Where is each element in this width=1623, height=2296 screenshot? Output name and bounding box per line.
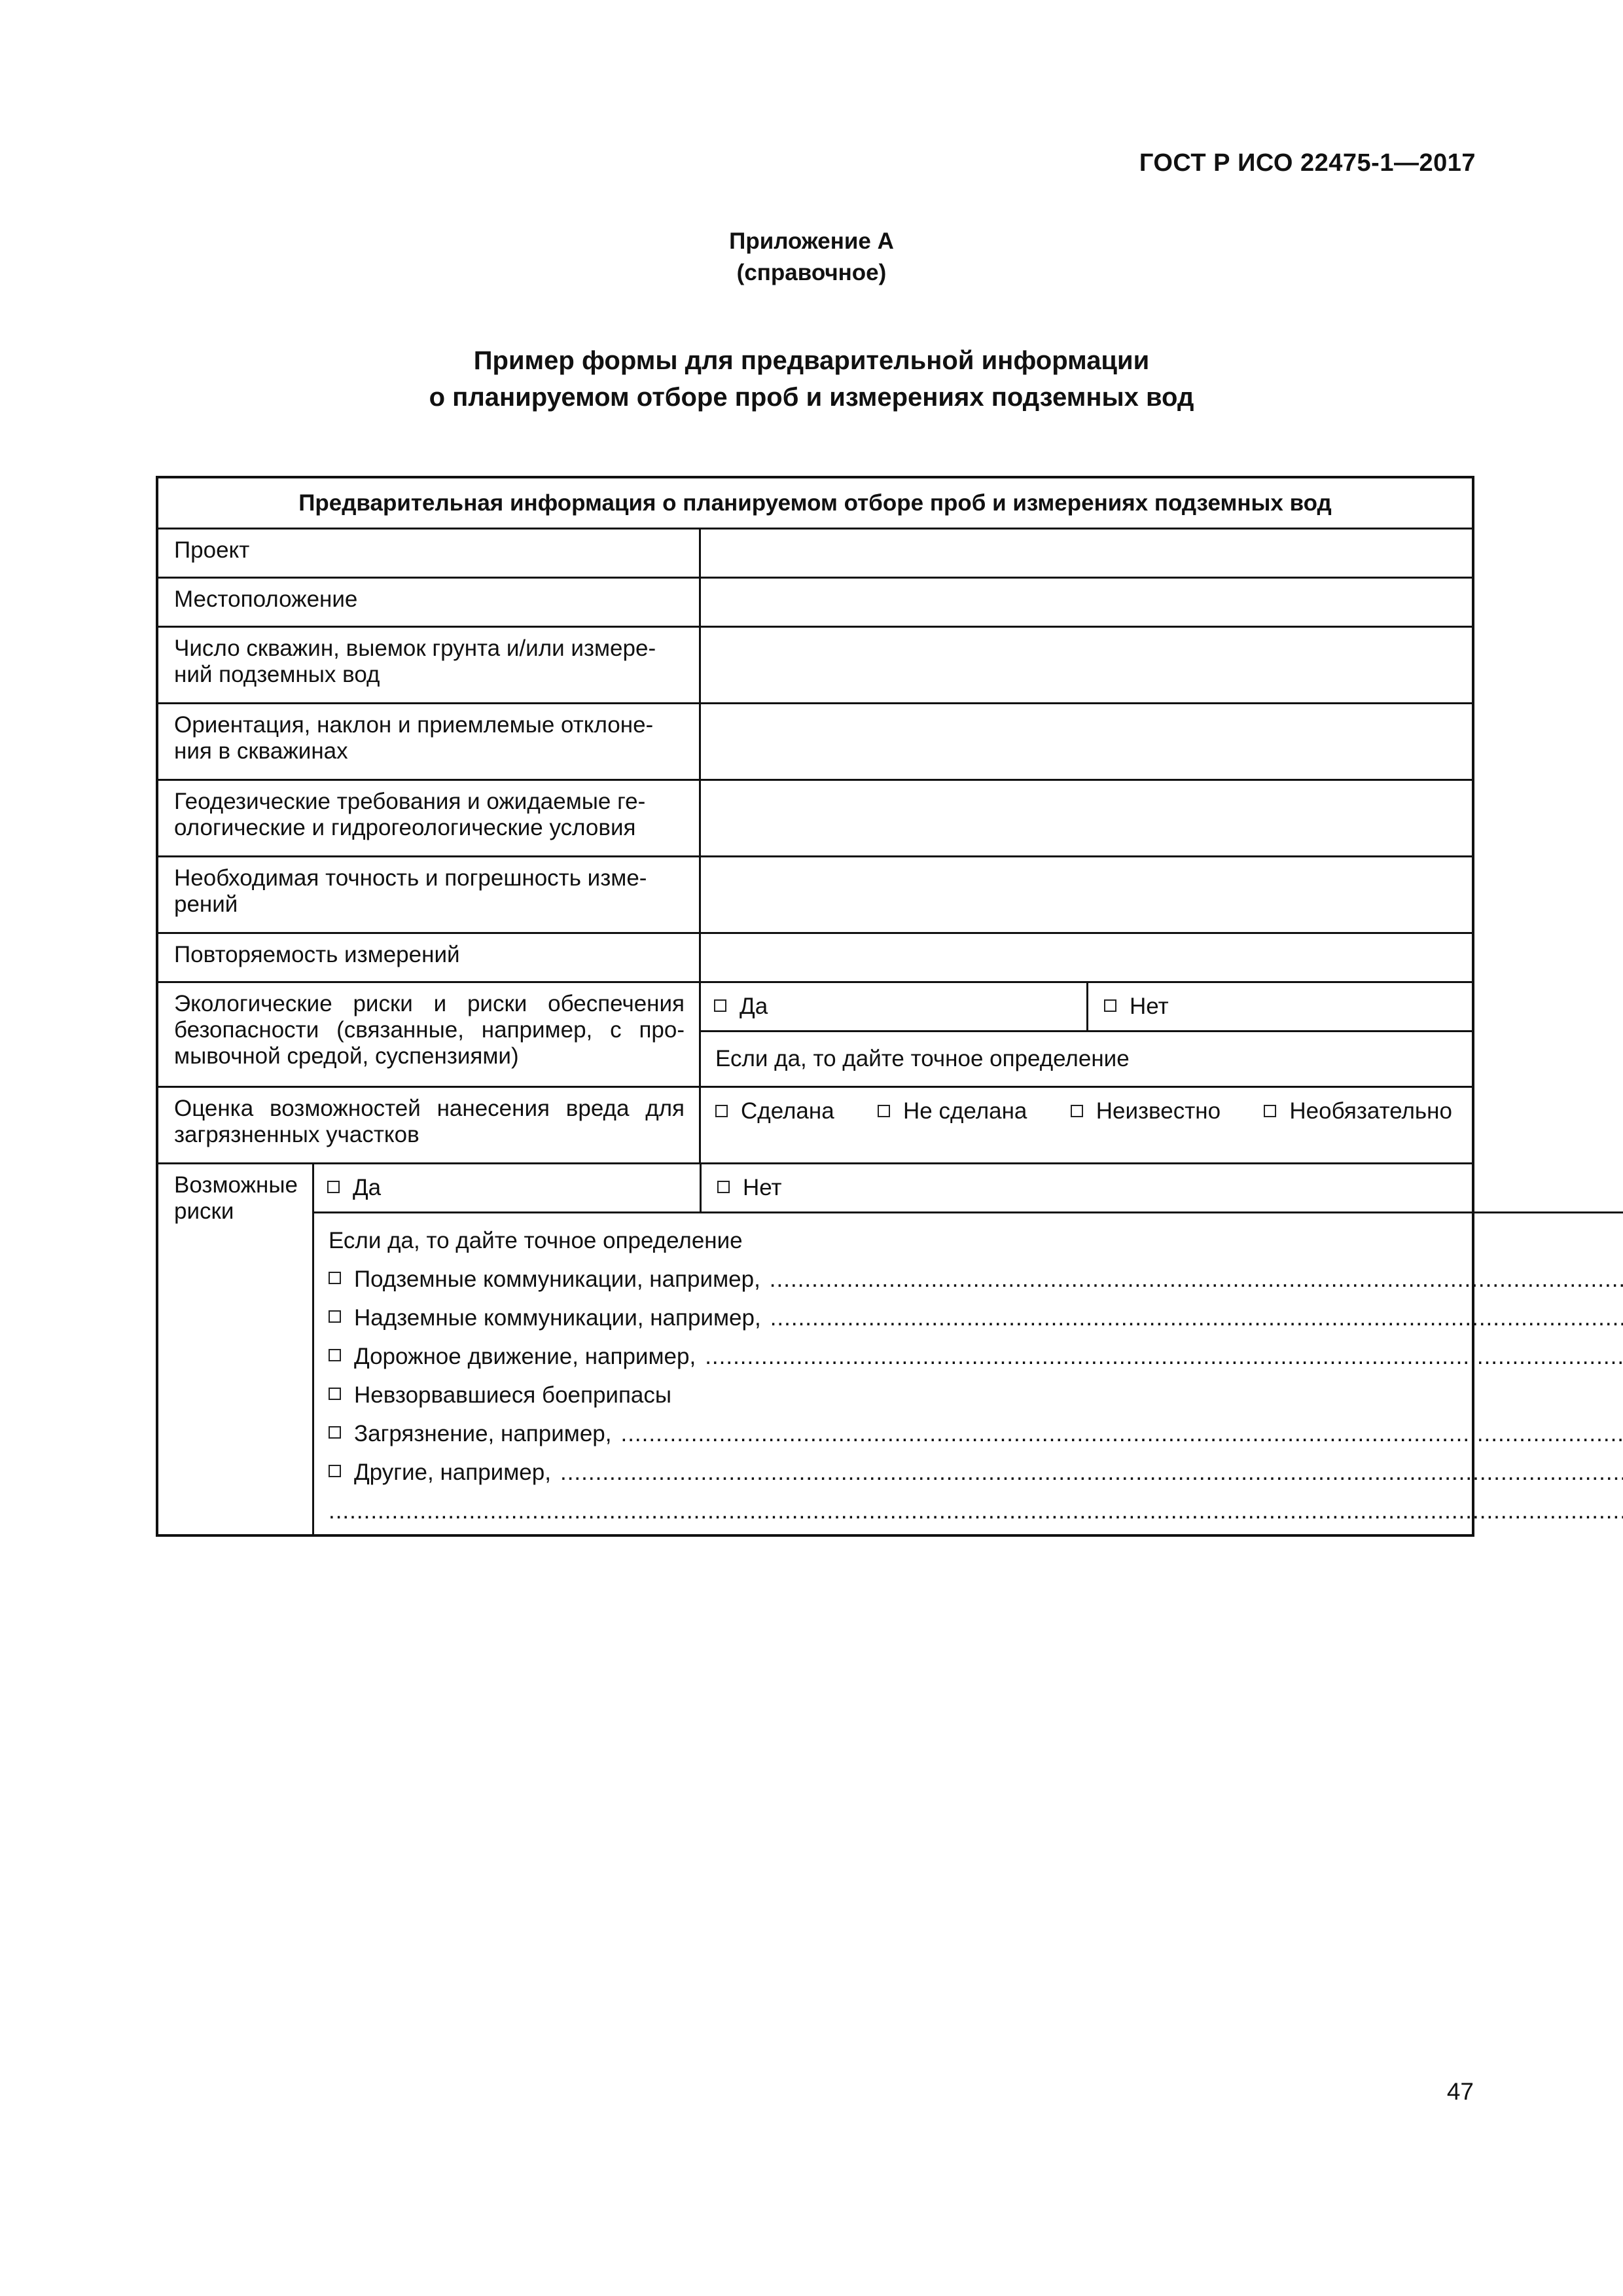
checkbox-icon[interactable]: [715, 1105, 728, 1117]
eco-yes-option[interactable]: [701, 983, 1088, 1030]
row-project: [158, 529, 1472, 579]
checkbox-icon[interactable]: [329, 1349, 341, 1361]
row-wells: [158, 628, 1472, 704]
harm-assessment-options: [701, 1088, 1472, 1124]
label-accuracy: Необходимая точность и погрешность изме- рений: [158, 857, 701, 932]
checkbox-icon[interactable]: [327, 1181, 340, 1193]
risks-if-yes-label: Если да, то дайте точное определение: [328, 1227, 743, 1253]
label-wells: Число скважин, выемок грунта и/или измере- ний подземных вод: [158, 628, 701, 702]
checkbox-icon[interactable]: [1104, 999, 1116, 1012]
eco-if-yes-note: Если да, то дайте точное определение: [715, 1046, 1130, 1071]
risk-item-other[interactable]: [329, 1453, 1623, 1492]
checkbox-icon[interactable]: [1264, 1105, 1276, 1117]
harm-assessment-answer: [701, 1088, 1472, 1162]
risk-pollution-label: Загрязнение, например,: [353, 1420, 612, 1446]
label-geodetic: Геодезические требования и ожидаемые ге- ологические и гидрогеологические условия: [158, 781, 701, 855]
risks-no-label: Нет: [742, 1175, 782, 1200]
field-project[interactable]: [701, 529, 1472, 577]
fill-in-line[interactable]: [770, 1305, 1623, 1331]
row-accuracy: [158, 857, 1472, 934]
field-repeatability[interactable]: [701, 934, 1472, 981]
checkbox-icon[interactable]: [1071, 1105, 1083, 1117]
option-optional[interactable]: [1264, 1098, 1452, 1124]
option-optional-label: Необязательно: [1289, 1098, 1452, 1124]
risk-other-label: Другие, например,: [353, 1459, 551, 1485]
risk-underground-label: Подземные коммуникации, например,: [353, 1266, 760, 1292]
eco-no-option[interactable]: [1088, 983, 1472, 1030]
document-title: [0, 342, 1623, 416]
option-done[interactable]: [715, 1098, 834, 1124]
fill-in-line[interactable]: [705, 1344, 1623, 1370]
eco-risks-choice: [701, 983, 1472, 1032]
risks-if-yes-note: [329, 1221, 1623, 1260]
risks-choice: [314, 1164, 1623, 1213]
table-header: Предварительная информация о планируемом отборе проб и измерениях подземных вод: [158, 478, 1472, 529]
eco-yes-label: Да: [740, 994, 768, 1019]
row-possible-risks: [158, 1164, 1472, 1534]
risk-overground-label: Надземные коммуникации, например,: [353, 1304, 761, 1331]
fill-in-line[interactable]: [620, 1421, 1623, 1447]
option-unknown[interactable]: [1071, 1098, 1221, 1124]
option-not-done[interactable]: [878, 1098, 1027, 1124]
checkbox-icon[interactable]: [717, 1181, 730, 1193]
field-location[interactable]: [701, 579, 1472, 626]
field-accuracy[interactable]: [701, 857, 1472, 932]
appendix-heading: [0, 226, 1623, 289]
field-wells[interactable]: [701, 628, 1472, 702]
form-table: [156, 476, 1474, 1537]
row-geodetic: [158, 781, 1472, 857]
possible-risks-answer: [314, 1164, 1623, 1534]
checkbox-icon[interactable]: [329, 1272, 341, 1284]
risk-item-underground[interactable]: [329, 1260, 1623, 1299]
risks-no-option[interactable]: [702, 1164, 1623, 1211]
risk-list: [314, 1213, 1623, 1530]
label-eco-risks: Экологические риски и риски обеспечения безопасности (связанные, например, с про- мывочной средой, суспензиями): [158, 983, 701, 1086]
option-not-done-label: Не сделана: [903, 1098, 1027, 1124]
fill-in-line[interactable]: [560, 1460, 1623, 1486]
page-number: 47: [1446, 2078, 1474, 2105]
label-harm-assessment: Оценка возможностей нанесения вреда для загрязненных участков: [158, 1088, 701, 1162]
appendix-type: (справочное): [736, 260, 887, 285]
title-line-1: Пример формы для предварительной информации: [473, 346, 1150, 375]
checkbox-icon[interactable]: [329, 1426, 341, 1439]
risk-traffic-label: Дорожное движение, например,: [353, 1343, 696, 1369]
fill-in-line[interactable]: [770, 1266, 1623, 1293]
checkbox-icon[interactable]: [878, 1105, 890, 1117]
eco-risks-answer: [701, 983, 1472, 1086]
risk-item-overground[interactable]: [329, 1299, 1623, 1337]
row-harm-assessment: [158, 1088, 1472, 1164]
risks-yes-label: Да: [352, 1175, 382, 1200]
risk-ordnance-label: Невзорвавшиеся боеприпасы: [353, 1382, 672, 1408]
checkbox-icon[interactable]: [329, 1310, 341, 1323]
eco-no-label: Нет: [1130, 994, 1169, 1019]
label-repeatability: Повторяемость измерений: [158, 934, 701, 981]
option-done-label: Сделана: [741, 1098, 834, 1124]
row-location: [158, 579, 1472, 628]
label-possible-risks: Возможные риски: [158, 1164, 314, 1534]
standard-number: ГОСТ Р ИСО 22475-1—2017: [1139, 149, 1476, 177]
label-project: Проект: [158, 529, 701, 577]
risk-item-traffic[interactable]: [329, 1337, 1623, 1376]
option-unknown-label: Неизвестно: [1096, 1098, 1221, 1124]
label-orientation: Ориентация, наклон и приемлемые отклоне- ния в скважинах: [158, 704, 701, 779]
risk-item-ordnance[interactable]: [329, 1376, 1623, 1414]
risk-item-pollution[interactable]: [329, 1414, 1623, 1453]
row-orientation: [158, 704, 1472, 781]
risk-item-extra-line[interactable]: [329, 1492, 1623, 1530]
risks-yes-option[interactable]: [314, 1164, 702, 1211]
checkbox-icon[interactable]: [329, 1465, 341, 1477]
field-orientation[interactable]: [701, 704, 1472, 779]
title-line-2: о планируемом отборе проб и измерениях подземных вод: [429, 383, 1194, 412]
label-location: Местоположение: [158, 579, 701, 626]
field-geodetic[interactable]: [701, 781, 1472, 855]
checkbox-icon[interactable]: [329, 1388, 341, 1400]
row-repeatability: [158, 934, 1472, 983]
appendix-label: Приложение А: [729, 228, 894, 254]
checkbox-icon[interactable]: [714, 999, 726, 1012]
row-eco-risks: [158, 983, 1472, 1088]
fill-in-line[interactable]: [329, 1498, 1623, 1524]
